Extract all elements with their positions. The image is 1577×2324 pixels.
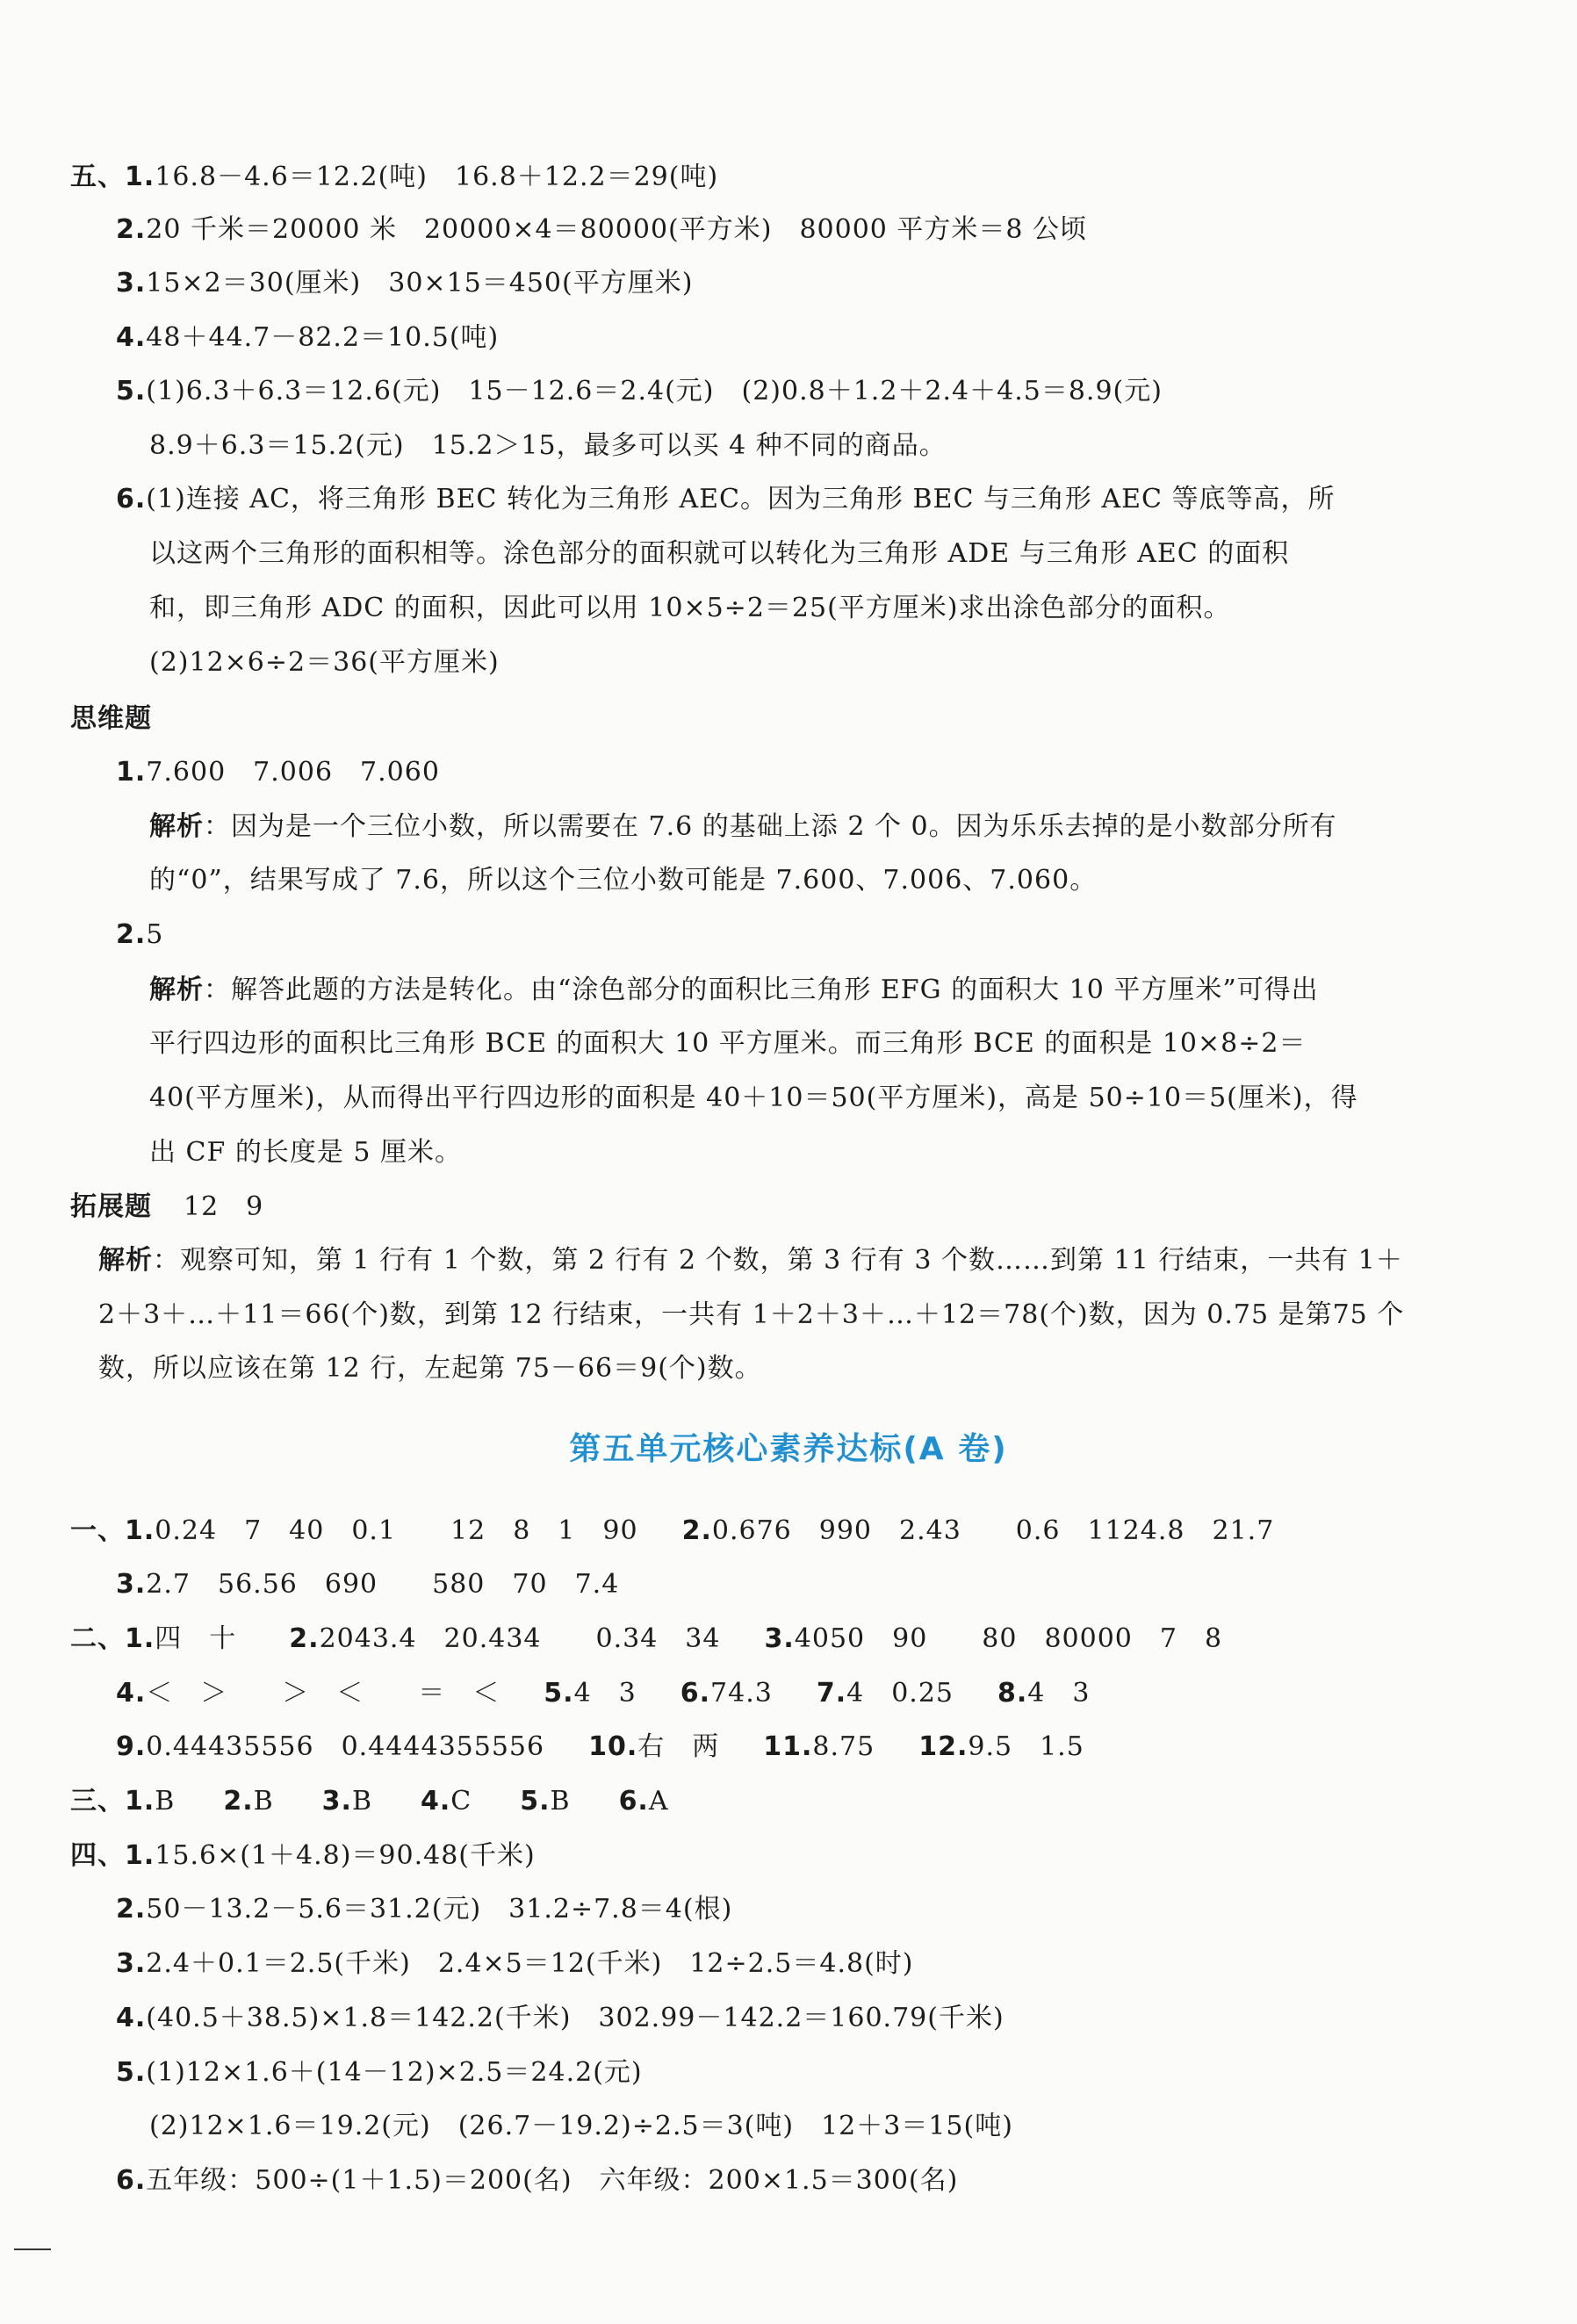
- analysis-text: ：解答此题的方法是转化。由“涂色部分的面积比三角形 EFG 的面积大 10 平方厘米”可得出: [204, 975, 1319, 1005]
- part-1-label: 一、: [70, 1515, 125, 1546]
- question-number: 1.: [125, 162, 155, 192]
- question-number: 5.: [544, 1678, 574, 1709]
- answer-text: ＜ ＞ ＞ ＜ ＝ ＜: [146, 1678, 500, 1709]
- thinking-q1-analysis-1: [149, 808, 1337, 846]
- question-number: 1.: [125, 1840, 155, 1871]
- answer-text: 16.8－4.6＝12.2(吨) 16.8＋12.2＝29(吨): [155, 162, 719, 192]
- answer-text: 右 两: [637, 1731, 720, 1762]
- answer-text: 48＋44.7－82.2＝10.5(吨): [146, 322, 500, 353]
- answer-text: B: [155, 1786, 176, 1817]
- analysis-text: 2＋3＋…＋11＝66(个)数，到第 12 行结束，一共有 1＋2＋3＋…＋12＝78(个)数，因为 0.75 是第75 个: [98, 1299, 1405, 1330]
- thinking-q2-analysis-1: [149, 971, 1319, 1010]
- section-5-label: 五、: [70, 162, 125, 192]
- analysis-label: 解析: [149, 975, 204, 1005]
- question-number: 6.: [680, 1678, 711, 1709]
- answer-text: 五年级：500÷(1＋1.5)＝200(名) 六年级：200×1.5＝300(名): [146, 2165, 959, 2196]
- answer-text: 0.24 7 40 0.1 12 8 1 90: [155, 1515, 638, 1546]
- question-number: 2.: [116, 214, 147, 245]
- question-number: 11.: [763, 1731, 813, 1762]
- part-2-label: 二、: [70, 1623, 125, 1654]
- question-number: 2.: [289, 1623, 320, 1654]
- question-number: 5.: [116, 376, 147, 407]
- question-number: 8.: [997, 1678, 1028, 1709]
- part-4-line-4: [116, 1999, 1005, 2038]
- analysis-text: 平行四边形的面积比三角形 BCE 的面积大 10 平方厘米。而三角形 BCE 的面积是 10×8÷2＝: [149, 1028, 1307, 1059]
- answer-text: 以这两个三角形的面积相等。涂色部分的面积就可以转化为三角形 ADE 与三角形 AEC 的面积: [149, 538, 1290, 569]
- question-number: 2.: [223, 1786, 254, 1817]
- part-3-line: [70, 1782, 669, 1821]
- answer-text: A: [648, 1786, 669, 1817]
- question-number: 4.: [420, 1786, 451, 1817]
- question-number: 3.: [321, 1786, 352, 1817]
- answer-text: 4 0.25: [846, 1678, 954, 1709]
- section-5-line-5: [116, 372, 1163, 411]
- part-4-line-6: [149, 2107, 1013, 2146]
- part-4-line-3: [116, 1945, 913, 1983]
- answer-text: 15.6×(1＋4.8)＝90.48(千米): [155, 1840, 536, 1871]
- answer-text: 8.75: [812, 1731, 875, 1762]
- answer-text: 4050 90 80 80000 7 8: [794, 1623, 1223, 1654]
- answer-text: (1)12×1.6＋(14－12)×2.5＝24.2(元): [146, 2057, 643, 2088]
- question-number: 5.: [116, 2057, 147, 2088]
- answer-text: (2)12×6÷2＝36(平方厘米): [149, 647, 500, 678]
- section-5-line-8: [149, 535, 1289, 573]
- section-5-line-4: [116, 319, 499, 357]
- answer-text: 9.5 1.5: [968, 1731, 1084, 1762]
- answer-text: 74.3: [710, 1678, 773, 1709]
- answer-text: 20 千米＝20000 米 20000×4＝80000(平方米) 80000 平方米＝8 公顷: [146, 214, 1088, 245]
- thinking-q2-analysis-2: [149, 1025, 1306, 1063]
- analysis-text: 数，所以应该在第 12 行，左起第 75－66＝9(个)数。: [98, 1353, 762, 1384]
- section-5-line-1: [70, 158, 718, 197]
- thinking-heading-line: [70, 700, 152, 738]
- thinking-q2-analysis-3: [149, 1079, 1358, 1118]
- question-number: 5.: [520, 1786, 551, 1817]
- thinking-heading: 思维题: [70, 703, 152, 734]
- question-number: 3.: [116, 268, 147, 299]
- answer-text: 15×2＝30(厘米) 30×15＝450(平方厘米): [146, 268, 694, 299]
- answer-text: 和，即三角形 ADC 的面积，因此可以用 10×5÷2＝25(平方厘米)求出涂色部分的面积。: [149, 593, 1231, 623]
- thinking-q1-answer: [116, 753, 440, 792]
- answer-text: B: [351, 1786, 372, 1817]
- extension-analysis-1: [98, 1241, 1403, 1280]
- analysis-text: 的“0”，结果写成了 7.6，所以这个三位小数可能是 7.600、7.006、7.060。: [149, 865, 1098, 896]
- section-5-line-9: [149, 589, 1230, 628]
- answer-text: 四 十: [155, 1623, 237, 1654]
- footnote-rule: [14, 2248, 51, 2250]
- answer-text: C: [450, 1786, 472, 1817]
- answer-text: B: [253, 1786, 274, 1817]
- thinking-q1-analysis-2: [149, 861, 1097, 900]
- extension-heading-line: [70, 1188, 263, 1227]
- part-2-line-2: [116, 1674, 1090, 1713]
- answer-text: 12 9: [184, 1191, 264, 1222]
- analysis-text: ：因为是一个三位小数，所以需要在 7.6 的基础上添 2 个 0。因为乐乐去掉的是小数部分所有: [204, 811, 1337, 842]
- analysis-label: 解析: [98, 1245, 153, 1276]
- question-number: 6.: [116, 484, 147, 514]
- question-number: 1.: [125, 1515, 155, 1546]
- question-number: 12.: [918, 1731, 969, 1762]
- section-5-line-10: [149, 644, 500, 682]
- answer-text: 50－13.2－5.6＝31.2(元) 31.2÷7.8＝4(根): [146, 1894, 733, 1925]
- question-number: 7.: [816, 1678, 847, 1709]
- answer-text: B: [550, 1786, 571, 1817]
- question-number: 1.: [125, 1623, 155, 1654]
- question-number: 4.: [116, 322, 147, 353]
- question-number: 1.: [116, 757, 147, 788]
- question-number: 10.: [588, 1731, 638, 1762]
- answer-text: (1)6.3＋6.3＝12.6(元) 15－12.6＝2.4(元) (2)0.8＋1.2＋2.4＋4.5＝8.9(元): [146, 376, 1163, 407]
- answer-text: (2)12×1.6＝19.2(元) (26.7－19.2)÷2.5＝3(吨) 12＋3＝15(吨): [149, 2111, 1013, 2141]
- part-3-label: 三、: [70, 1786, 125, 1817]
- part-4-line-2: [116, 1890, 732, 1929]
- question-number: 3.: [116, 1569, 147, 1600]
- part-2-line-3: [116, 1728, 1084, 1766]
- answer-text: 4 3: [573, 1678, 637, 1709]
- section-5-line-6: [149, 427, 947, 465]
- section-5-line-2: [116, 211, 1087, 249]
- part-4-line-1: [70, 1837, 536, 1875]
- extension-analysis-3: [98, 1349, 762, 1388]
- section-5-line-7: [116, 480, 1336, 519]
- unit-title: 第五单元核心素养达标(A 卷): [569, 1431, 1008, 1467]
- question-number: 1.: [125, 1786, 155, 1817]
- section-5-line-3: [116, 264, 693, 303]
- part-4-line-5: [116, 2054, 643, 2092]
- answer-text: 0.676 990 2.43 0.6 1124.8 21.7: [711, 1515, 1275, 1546]
- question-number: 3.: [764, 1623, 795, 1654]
- question-number: 6.: [618, 1786, 649, 1817]
- answer-text: 7.600 7.006 7.060: [146, 757, 440, 788]
- answer-text: 2043.4 20.434 0.34 34: [319, 1623, 721, 1654]
- question-number: 2.: [116, 919, 147, 950]
- question-number: 4.: [116, 1678, 147, 1709]
- answer-text: (1)连接 AC，将三角形 BEC 转化为三角形 AEC。因为三角形 BEC 与三角形 AEC 等底等高，所: [146, 484, 1336, 514]
- answer-text: 2.7 56.56 690 580 70 7.4: [146, 1569, 620, 1600]
- analysis-label: 解析: [149, 811, 204, 842]
- part-4-label: 四、: [70, 1840, 125, 1871]
- analysis-text: ：观察可知，第 1 行有 1 个数，第 2 行有 2 个数，第 3 行有 3 个数……到第 11 行结束，一共有 1＋: [153, 1245, 1403, 1276]
- part-2-line-1: [70, 1620, 1222, 1658]
- part-1-line-1: [70, 1512, 1274, 1551]
- question-number: 9.: [116, 1731, 147, 1762]
- analysis-text: 出 CF 的长度是 5 厘米。: [149, 1137, 463, 1168]
- question-number: 6.: [116, 2165, 147, 2196]
- answer-text: 5: [146, 919, 164, 950]
- answer-text: 8.9＋6.3＝15.2(元) 15.2＞15，最多可以买 4 种不同的商品。: [149, 430, 947, 461]
- extension-heading: 拓展题: [70, 1191, 152, 1222]
- answer-text: 2.4＋0.1＝2.5(千米) 2.4×5＝12(千米) 12÷2.5＝4.8(时): [146, 1948, 914, 1979]
- part-4-line-7: [116, 2162, 958, 2200]
- thinking-q2-answer: [116, 916, 163, 954]
- answer-text: (40.5＋38.5)×1.8＝142.2(千米) 302.99－142.2＝160.79(千米): [146, 2003, 1005, 2033]
- question-number: 2.: [681, 1515, 712, 1546]
- question-number: 3.: [116, 1948, 147, 1979]
- question-number: 2.: [116, 1894, 147, 1925]
- question-number: 4.: [116, 2003, 147, 2033]
- answer-text: 4 3: [1027, 1678, 1091, 1709]
- answer-text: 0.44435556 0.4444355556: [146, 1731, 545, 1762]
- thinking-q2-analysis-4: [149, 1133, 462, 1172]
- part-1-line-2: [116, 1565, 619, 1604]
- analysis-text: 40(平方厘米)，从而得出平行四边形的面积是 40＋10＝50(平方厘米)，高是 50÷10＝5(厘米)，得: [149, 1083, 1358, 1113]
- extension-analysis-2: [98, 1296, 1404, 1335]
